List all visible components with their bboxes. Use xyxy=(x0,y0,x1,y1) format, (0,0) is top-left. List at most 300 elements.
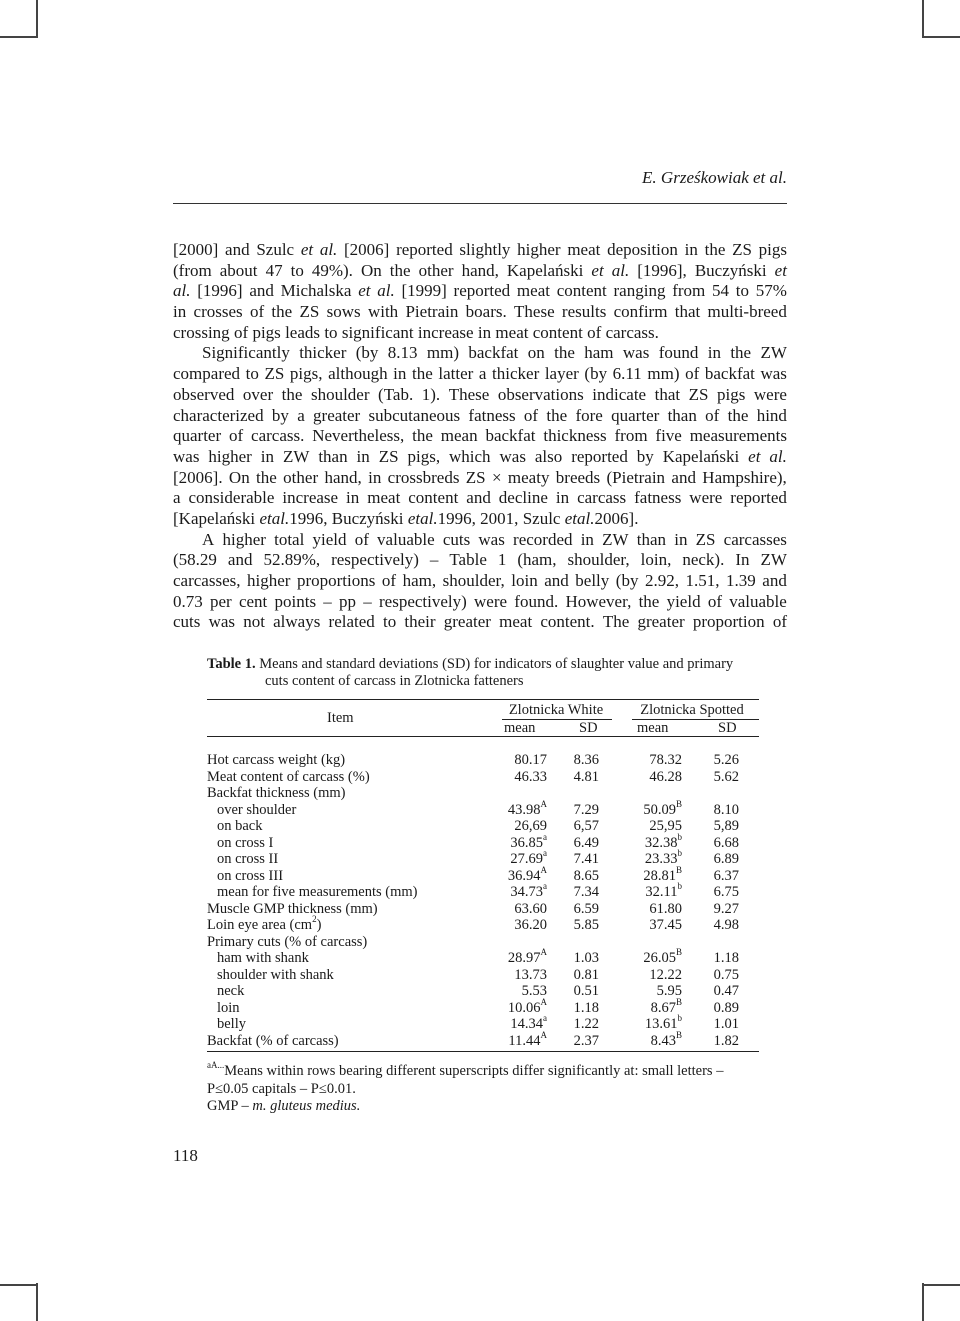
footnote-line-1: Means within rows bearing different superscripts differ significantly at: small letters – xyxy=(224,1063,724,1079)
word: a xyxy=(297,405,305,425)
word: 57% xyxy=(755,281,787,301)
cell-sd-spotted: 0.89 xyxy=(713,999,739,1016)
word: al. xyxy=(377,281,395,301)
word: quarter xyxy=(173,426,222,446)
word: related xyxy=(328,612,375,632)
word: meaty xyxy=(507,467,550,487)
crop-mark xyxy=(36,0,38,38)
word: reported xyxy=(453,281,511,301)
word: of xyxy=(772,612,787,632)
body-line xyxy=(173,447,787,468)
word: from xyxy=(614,426,648,446)
column-header-sd-spotted: SD xyxy=(718,720,737,736)
table-row xyxy=(207,967,759,984)
word: However, xyxy=(565,591,632,611)
row-label: Hot carcass weight (kg) xyxy=(207,752,346,768)
word: al. xyxy=(577,508,595,528)
table-row xyxy=(207,752,759,769)
superscript: A xyxy=(540,798,547,809)
word: of xyxy=(381,571,397,590)
word: 1996, xyxy=(437,508,476,528)
table-row xyxy=(207,914,759,934)
superscript: a xyxy=(543,881,547,892)
word: [2006]. xyxy=(173,467,223,487)
word: fore xyxy=(575,405,603,425)
footnote-superscript: aA... xyxy=(207,1060,225,1071)
cell-sd-white: 0.81 xyxy=(573,966,599,983)
word: deposition xyxy=(607,240,678,259)
word: points xyxy=(274,591,317,611)
word: 49%). xyxy=(311,260,353,280)
table-caption-continued: cuts content of carcass in Zlotnicka fatteners xyxy=(265,673,524,689)
word: Szulc xyxy=(256,240,295,259)
word: ZW xyxy=(282,446,310,466)
cell-sd-white: 7.34 xyxy=(573,884,599,900)
word: meat xyxy=(567,240,601,259)
word: cent xyxy=(238,591,268,611)
word: ham xyxy=(584,343,614,363)
table-row xyxy=(207,881,759,901)
body-line xyxy=(173,406,787,427)
body-line xyxy=(173,488,787,509)
word: and xyxy=(544,571,569,590)
cell-mean-white: 5.53 xyxy=(521,983,547,999)
word: 8.13 xyxy=(387,343,418,363)
word: results xyxy=(561,302,607,322)
cell-sd-spotted: 6.75 xyxy=(713,884,739,900)
word: to xyxy=(245,364,259,384)
cell-sd-white: 6.59 xyxy=(573,900,599,917)
word: and xyxy=(225,240,250,259)
cell-mean-white: $10.06^A$ xyxy=(507,996,547,1016)
word: mm) xyxy=(647,364,680,384)
cell-mean-spotted: 61.80 xyxy=(649,900,682,917)
superscript: b xyxy=(677,848,682,859)
word: subcutaneous xyxy=(368,405,461,425)
word: et xyxy=(564,508,578,528)
word: The xyxy=(602,612,630,632)
word: al. xyxy=(769,446,787,466)
column-header-zlotnicka-white: Zlotnicka White xyxy=(508,702,604,718)
superscript: a xyxy=(543,831,547,842)
word: 52.89%, xyxy=(263,550,321,570)
body-line xyxy=(173,343,787,364)
row-label: on cross I xyxy=(217,834,274,851)
word: in xyxy=(477,322,492,342)
cell-mean-white: 36.20 xyxy=(514,917,547,933)
word: decline xyxy=(498,488,548,508)
word: ham, xyxy=(402,571,437,590)
word: were xyxy=(474,591,508,611)
footnote-gmp xyxy=(207,1098,759,1116)
word: the xyxy=(730,343,752,363)
cell-sd-white: 8.65 xyxy=(573,867,599,884)
body-line xyxy=(173,426,787,447)
table-row xyxy=(207,769,759,786)
word: hand, xyxy=(324,467,362,487)
word: – xyxy=(323,591,332,611)
word: These xyxy=(514,302,555,322)
word: al. xyxy=(271,508,290,528)
word: by xyxy=(636,446,654,466)
word: Michalska xyxy=(280,281,352,301)
word: respectively) xyxy=(379,591,467,611)
cell-mean-white: 27.69$^a$ xyxy=(510,848,547,867)
table-row xyxy=(207,901,759,918)
cell-mean-spotted: 78.32 xyxy=(649,752,682,768)
word: ZS xyxy=(695,529,716,549)
body-line xyxy=(173,612,787,633)
cell-mean-white: 80.17 xyxy=(514,752,547,768)
superscript: B xyxy=(675,947,682,958)
word: greater xyxy=(313,405,361,425)
word: al. xyxy=(319,240,338,259)
cell-mean-white: 63.60 xyxy=(514,900,547,917)
table-caption xyxy=(207,656,759,673)
cell-sd-spotted: 5,89 xyxy=(713,818,739,834)
word: 2001, xyxy=(480,508,519,528)
word: thicker xyxy=(492,364,540,384)
cell-sd-white: 4.81 xyxy=(573,768,599,785)
word: ZW xyxy=(760,550,787,570)
word: found. xyxy=(514,591,559,611)
word: ZS xyxy=(299,302,320,322)
cell-sd-white: 1.18 xyxy=(573,999,599,1016)
row-label: Muscle GMP thickness (mm) xyxy=(207,900,378,917)
word: were xyxy=(689,488,723,508)
table-row xyxy=(207,798,759,819)
word: of xyxy=(523,405,539,425)
cell-mean-white: 13.73 xyxy=(514,966,547,983)
row-label: Backfat (% of carcass) xyxy=(207,1032,339,1049)
word: a xyxy=(173,488,181,508)
word: 6.11 xyxy=(612,364,642,384)
cell-sd-white: 1.03 xyxy=(573,950,599,966)
word: significant xyxy=(341,322,414,342)
row-label: loin xyxy=(217,999,240,1016)
cell-mean-spotted: 13.61$^b$ xyxy=(644,1013,682,1032)
word: [2006] xyxy=(344,240,390,259)
body-line xyxy=(173,592,787,613)
word: the xyxy=(546,405,568,425)
word: backfat xyxy=(704,364,755,384)
row-label: on cross II xyxy=(217,851,279,867)
footnote-gmp-italic: m. gluteus medius. xyxy=(252,1098,361,1114)
word: was xyxy=(173,446,200,466)
word: [Kapelański xyxy=(173,508,256,528)
word: reported xyxy=(730,488,787,508)
word: 1 xyxy=(497,550,507,570)
cell-mean-white: $28.97^A$ xyxy=(507,947,547,966)
row-label: Loin eye area $(cm^2)$ xyxy=(207,914,322,933)
word: Pietrain xyxy=(405,302,459,322)
word: which xyxy=(449,446,491,466)
cell-mean-spotted: 32.38$^b$ xyxy=(644,831,682,851)
word: et xyxy=(591,260,604,280)
word: crossbreds xyxy=(387,467,460,487)
word: the xyxy=(389,260,411,280)
word: (ham, xyxy=(517,550,557,570)
superscript: A xyxy=(540,1029,547,1040)
body-line xyxy=(173,240,787,261)
cell-mean-white: 46.33 xyxy=(514,768,547,785)
word: in xyxy=(346,488,360,508)
word: pigs xyxy=(252,322,281,342)
word: to xyxy=(324,322,338,342)
word: crossing xyxy=(173,322,230,342)
word: Szulc xyxy=(522,508,561,528)
word: recorded xyxy=(513,529,573,549)
word: ZS xyxy=(732,240,752,259)
word: from xyxy=(672,281,706,301)
word: carcass. xyxy=(251,426,305,446)
word: thickness xyxy=(543,426,607,446)
word: the xyxy=(554,343,575,363)
crop-mark xyxy=(0,1284,38,1286)
word: with xyxy=(367,302,399,322)
word: that xyxy=(654,384,681,404)
word: and xyxy=(249,281,274,301)
word: a xyxy=(478,364,487,384)
word: In xyxy=(735,550,750,570)
body-line xyxy=(173,261,787,282)
cell-mean-white: $36.94^A$ xyxy=(507,864,547,884)
word: Buczyński xyxy=(331,508,404,528)
cell-mean-spotted: 23.33$^b$ xyxy=(644,848,682,867)
word: the xyxy=(727,405,749,425)
word: not xyxy=(243,612,265,632)
cell-sd-white: 6,57 xyxy=(573,818,599,834)
column-header-zlotnicka-spotted: Zlotnicka Spotted xyxy=(640,702,744,718)
cell-sd-white: 6.49 xyxy=(573,834,599,851)
word: et xyxy=(358,281,371,301)
superscript: A xyxy=(540,947,547,958)
cell-sd-spotted: 1.01 xyxy=(713,1016,739,1032)
cell-sd-spotted: 0.75 xyxy=(713,966,739,983)
word: Kapelański xyxy=(662,446,740,466)
word: were xyxy=(753,384,787,404)
crop-mark xyxy=(922,1283,924,1321)
word: increase xyxy=(282,488,339,508)
word: in xyxy=(684,240,698,259)
word: also xyxy=(534,446,563,466)
cell-mean-white: 26,69 xyxy=(514,818,547,834)
cell-mean-spotted: 5.95 xyxy=(656,983,682,999)
word: (58.29 xyxy=(173,550,217,570)
word: × xyxy=(491,467,502,487)
word: observed xyxy=(173,384,235,404)
word: ZS xyxy=(465,467,486,487)
word: Kapelański xyxy=(506,260,584,280)
cell-mean-spotted: 25,95 xyxy=(649,818,682,834)
word: observations xyxy=(497,384,584,404)
word: leads xyxy=(285,322,321,342)
word: ranging xyxy=(613,281,666,301)
word: 54 xyxy=(712,281,729,301)
word: of xyxy=(229,426,244,446)
cell-mean-spotted: 46.28 xyxy=(649,768,682,785)
word: respectively) xyxy=(331,550,419,570)
word: carcasses, xyxy=(173,571,241,590)
cell-mean-white: 34.73$^a$ xyxy=(510,881,547,900)
column-header-sd-white: SD xyxy=(579,720,598,736)
cell-sd-spotted: 4.98 xyxy=(713,917,739,933)
word: cuts xyxy=(173,612,201,632)
word: [1996] xyxy=(197,281,243,301)
word: although xyxy=(328,364,388,384)
crop-mark xyxy=(0,36,38,38)
body-line xyxy=(173,530,787,551)
word: al. xyxy=(611,260,630,280)
word: 1.51, xyxy=(685,571,720,590)
word: in xyxy=(674,529,688,549)
word: belly xyxy=(575,571,610,590)
word: pigs xyxy=(758,240,787,259)
word: yield xyxy=(666,591,701,611)
cell-mean-spotted: 12.22 xyxy=(649,966,682,983)
word: meat xyxy=(499,612,533,632)
superscript: B xyxy=(675,798,682,809)
word: quarter xyxy=(611,405,660,425)
table-row xyxy=(207,864,759,885)
cell-mean-spotted: $26.05^B$ xyxy=(643,947,682,966)
cell-mean-spotted: $50.09^B$ xyxy=(643,798,682,818)
column-header-mean-white: mean xyxy=(504,720,536,736)
cell-mean-spotted: $8.43^B$ xyxy=(650,1029,682,1049)
word: proportions xyxy=(296,571,376,590)
word: than xyxy=(667,405,697,425)
cell-mean-white: 14.34$^a$ xyxy=(510,1013,547,1032)
word: confirm xyxy=(613,302,668,322)
word: than xyxy=(318,446,348,466)
table-row xyxy=(207,831,759,852)
cell-sd-spotted: 9.27 xyxy=(713,900,739,917)
column-header-item: Item xyxy=(327,710,354,726)
word: of xyxy=(705,405,720,425)
word: carcasses xyxy=(723,529,787,549)
word: valuable xyxy=(729,591,787,611)
body-line xyxy=(173,385,787,406)
word: higher xyxy=(222,529,266,549)
word: always xyxy=(273,612,321,632)
word: 1.39 xyxy=(726,571,756,590)
word: than xyxy=(636,529,667,549)
footnote-line-2: P≤0.05 capitals – P≤0.01. xyxy=(207,1080,356,1097)
word: increase xyxy=(417,322,474,342)
row-label: Meat content of carcass (%) xyxy=(207,768,370,785)
word: backfat xyxy=(485,426,536,446)
word: pp xyxy=(339,591,357,611)
cell-mean-spotted: 32.11$^b$ xyxy=(645,881,682,900)
word: hind xyxy=(756,405,787,425)
word: in xyxy=(580,529,594,549)
word: latter xyxy=(438,364,474,384)
word: ZS xyxy=(378,446,399,466)
cell-mean-white: $43.98^A$ xyxy=(507,798,547,818)
word: al. xyxy=(420,508,438,528)
word: content xyxy=(556,281,607,301)
word: multi-breed xyxy=(707,302,787,322)
body-line xyxy=(173,550,787,571)
word: in xyxy=(707,343,721,363)
table-top-rule xyxy=(207,699,759,700)
word: mean xyxy=(440,426,478,446)
word: higher xyxy=(208,446,252,466)
word: other xyxy=(418,260,454,280)
word: about xyxy=(219,260,258,280)
body-line xyxy=(173,509,787,530)
word: Table xyxy=(449,550,487,570)
word: thicker xyxy=(299,343,347,363)
word: fatness xyxy=(468,405,516,425)
table-footnotes xyxy=(207,1060,759,1116)
word: ZS xyxy=(688,384,709,404)
cell-mean-white: $11.44^A$ xyxy=(508,1029,547,1049)
word: et xyxy=(407,508,421,528)
word: the xyxy=(638,591,660,611)
word: Nevertheless, xyxy=(312,426,405,446)
cell-sd-white: 0.51 xyxy=(573,983,599,999)
word: reported xyxy=(571,446,628,466)
word: (Tab. xyxy=(378,384,414,404)
body-line xyxy=(173,468,787,489)
superscript: a xyxy=(543,1013,547,1024)
cell-sd-spotted: 1.82 xyxy=(713,1032,739,1049)
word: greater xyxy=(443,612,491,632)
word: boars. xyxy=(465,302,507,322)
word: cuts xyxy=(442,529,471,549)
superscript: A xyxy=(540,864,547,875)
body-line xyxy=(173,571,787,592)
table-bottom-rule xyxy=(207,1051,759,1052)
word: that xyxy=(674,302,701,322)
word: total xyxy=(274,529,305,549)
word: in xyxy=(260,446,274,466)
cell-sd-spotted: 6.68 xyxy=(713,834,739,851)
word: yield xyxy=(312,529,347,549)
cell-sd-spotted: 8.10 xyxy=(713,801,739,818)
page-number: 118 xyxy=(173,1146,198,1165)
word: found xyxy=(658,343,699,363)
word: shoulder, xyxy=(442,571,505,590)
body-line xyxy=(173,281,787,302)
word: Buczyński xyxy=(694,260,767,280)
row-label: on cross III xyxy=(217,867,284,884)
row-label: ham with shank xyxy=(217,950,309,966)
superscript: b xyxy=(677,1013,682,1024)
word: loin, xyxy=(640,550,672,570)
table-row xyxy=(207,996,759,1017)
word: of xyxy=(249,302,265,322)
word: backfat xyxy=(468,343,519,363)
word: 47 xyxy=(265,260,283,280)
word: layer xyxy=(544,364,579,384)
word: – xyxy=(363,591,372,611)
word: to xyxy=(290,260,304,280)
word: the xyxy=(281,384,303,404)
cell-mean-spotted: $8.67^B$ xyxy=(650,996,682,1016)
word: 1996, xyxy=(289,508,328,528)
word: hand, xyxy=(461,260,499,280)
word: over xyxy=(242,384,274,404)
word: loin xyxy=(511,571,538,590)
word: pigs, xyxy=(407,446,441,466)
superscript: b xyxy=(677,881,682,892)
word: greater xyxy=(637,612,685,632)
superscript: a xyxy=(543,848,547,859)
word: [1999] xyxy=(401,281,447,301)
word: slightly xyxy=(459,240,511,259)
